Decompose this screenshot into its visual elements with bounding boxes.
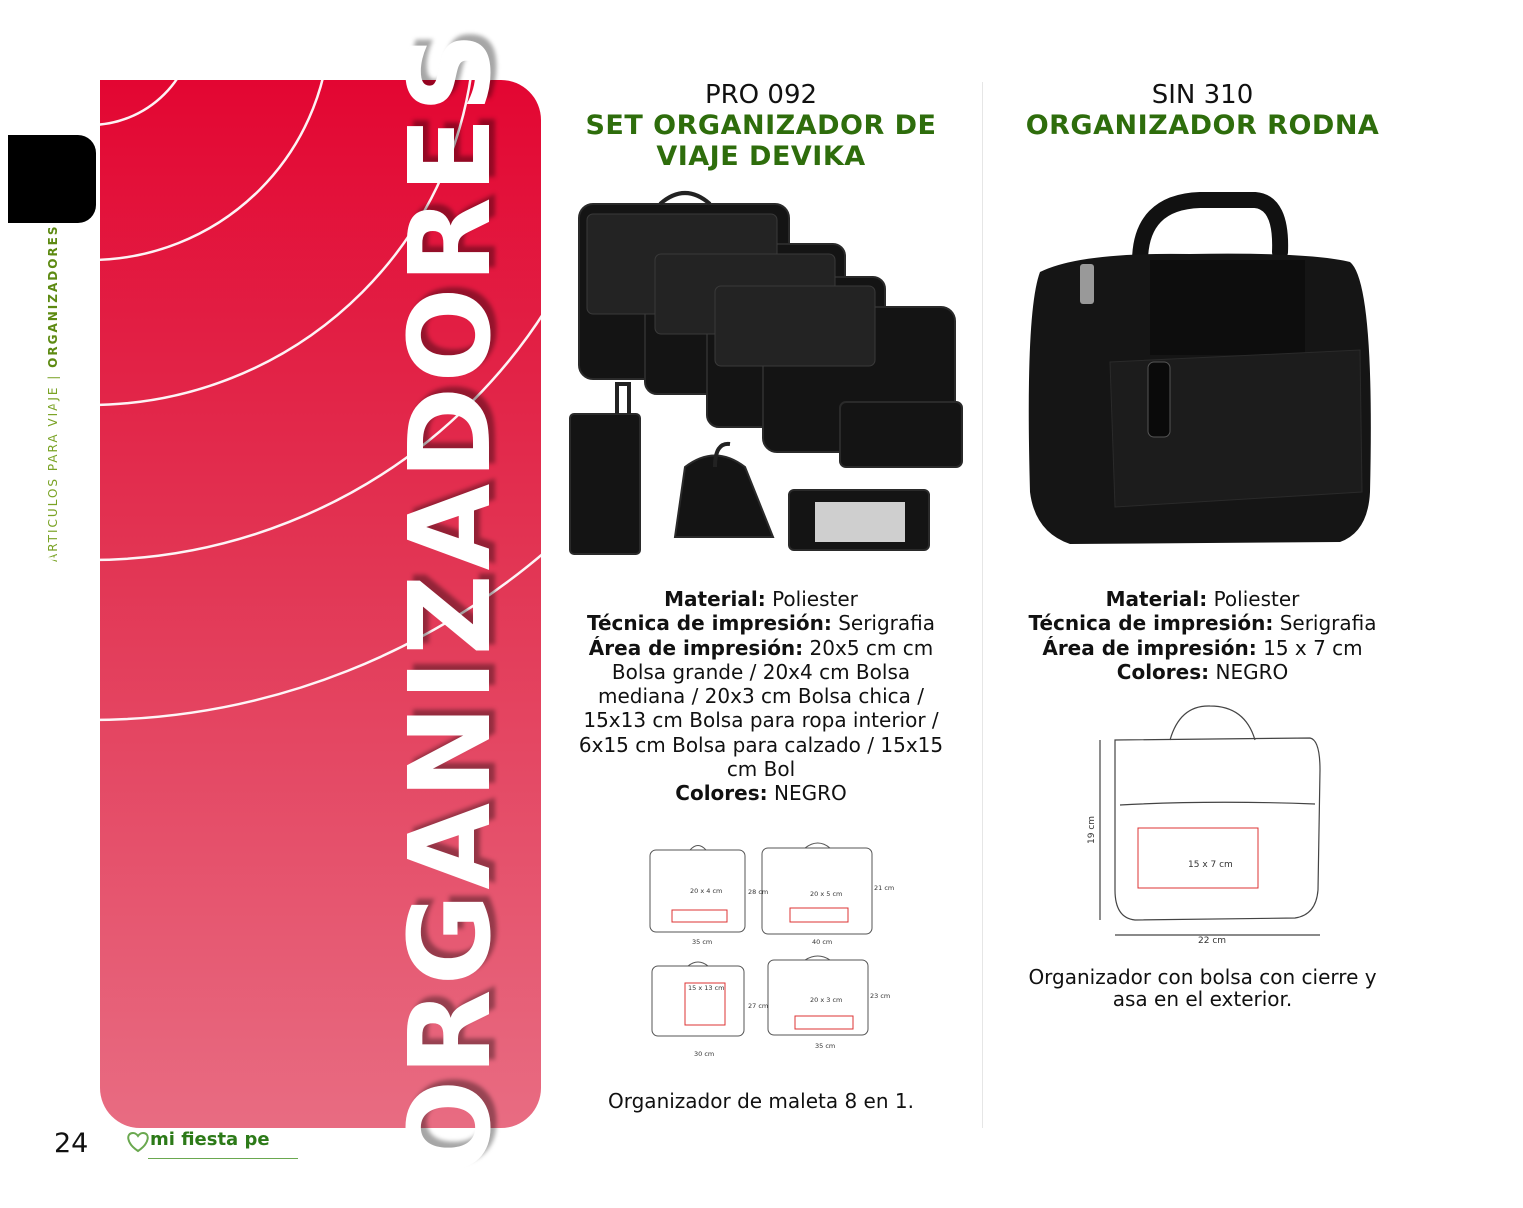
tecnica-label: Técnica de impresión:: [586, 611, 832, 636]
colores-label: Colores:: [1116, 659, 1210, 684]
label-30cm: 30 cm: [694, 1050, 715, 1058]
logo-text: mi fiesta pe: [150, 1129, 270, 1150]
label-20x4: 20 x 4 cm: [690, 887, 723, 895]
product-header-pro092: [556, 80, 966, 172]
product-name: ORGANIZADOR RODNA: [1025, 110, 1380, 141]
material-label: Material:: [664, 587, 766, 611]
area-label: Área de impresión:: [588, 635, 804, 660]
product-code: PRO 092: [704, 80, 818, 110]
heart-icon: [124, 1127, 152, 1155]
label-width: 22 cm: [1198, 936, 1227, 946]
section-breadcrumb: [46, 224, 60, 562]
page-number: 24: [54, 1128, 89, 1159]
area-label: Área de impresión:: [1042, 635, 1257, 660]
label-40cm: 40 cm: [812, 938, 833, 946]
product-photo-rodna: [1020, 192, 1375, 552]
product-photo-set: [565, 182, 965, 562]
brand-logo: [122, 1125, 302, 1165]
label-20x5: 20 x 5 cm: [810, 890, 843, 898]
label-27cm: 27 cm: [748, 1002, 769, 1010]
area-value-cont: Bolsa grande / 20x4 cm Bolsa: [611, 659, 911, 684]
breadcrumb-category: ARTICULOS PARA VIAJE: [46, 385, 60, 562]
colores-value: NEGRO: [1215, 659, 1289, 684]
label-23cm: 23 cm: [870, 992, 891, 1000]
breadcrumb-separator: |: [46, 373, 60, 380]
tecnica-label: Técnica de impresión:: [1028, 611, 1274, 636]
product-name-line1: SET ORGANIZADOR DE: [585, 110, 937, 141]
product-specs-sin310: [995, 587, 1410, 684]
label-35cm: 35 cm: [692, 938, 713, 946]
section-tab: [8, 135, 96, 223]
area-value: 15 x 7 cm: [1263, 635, 1363, 660]
colores-label: Colores:: [675, 781, 768, 806]
area-value-cont: 15x13 cm Bolsa para ropa interior /: [583, 708, 939, 733]
product-header-sin310: [995, 80, 1410, 141]
description-line: Organizador con bolsa con cierre y: [1028, 965, 1377, 989]
label-21cm: 21 cm: [874, 884, 895, 892]
label-20x3: 20 x 3 cm: [810, 996, 843, 1004]
label-height: 19 cm: [1087, 815, 1097, 844]
product-name-line2: VIAJE DEVIKA: [656, 141, 866, 172]
print-area-diagram-rodna: [1080, 700, 1330, 950]
label-area: 15 x 7 cm: [1188, 860, 1233, 870]
product-specs-pro092: [556, 587, 966, 806]
breadcrumb-section: ORGANIZADORES: [46, 224, 60, 368]
product-description-sin310: [995, 966, 1410, 1010]
colores-value: NEGRO: [773, 781, 847, 806]
column-divider: [982, 82, 983, 1128]
banner-title: ORGANIZADORES: [386, 28, 516, 1175]
product-code: SIN 310: [1151, 80, 1254, 110]
tecnica-value: Serigrafia: [838, 611, 935, 636]
label-28cm: 28 cm: [748, 888, 769, 896]
area-value-cont: 6x15 cm Bolsa para calzado / 15x15: [578, 732, 944, 757]
area-value: 20x5 cm cm: [809, 635, 934, 660]
area-value-cont: mediana / 20x3 cm Bolsa chica /: [597, 684, 924, 709]
description-line: asa en el exterior.: [1112, 987, 1293, 1011]
print-area-diagram-set: [640, 838, 895, 1063]
material-label: Material:: [1105, 587, 1208, 611]
label-15x13: 15 x 13 cm: [688, 984, 725, 992]
material-value: Poliester: [772, 587, 858, 611]
product-description-pro092: Organizador de maleta 8 en 1.: [608, 1089, 914, 1113]
area-value-cont: cm Bol: [726, 757, 796, 782]
label-35cm-b: 35 cm: [815, 1042, 836, 1050]
logo-underline: [148, 1158, 298, 1159]
material-value: Poliester: [1213, 587, 1300, 611]
tecnica-value: Serigrafia: [1279, 611, 1377, 636]
